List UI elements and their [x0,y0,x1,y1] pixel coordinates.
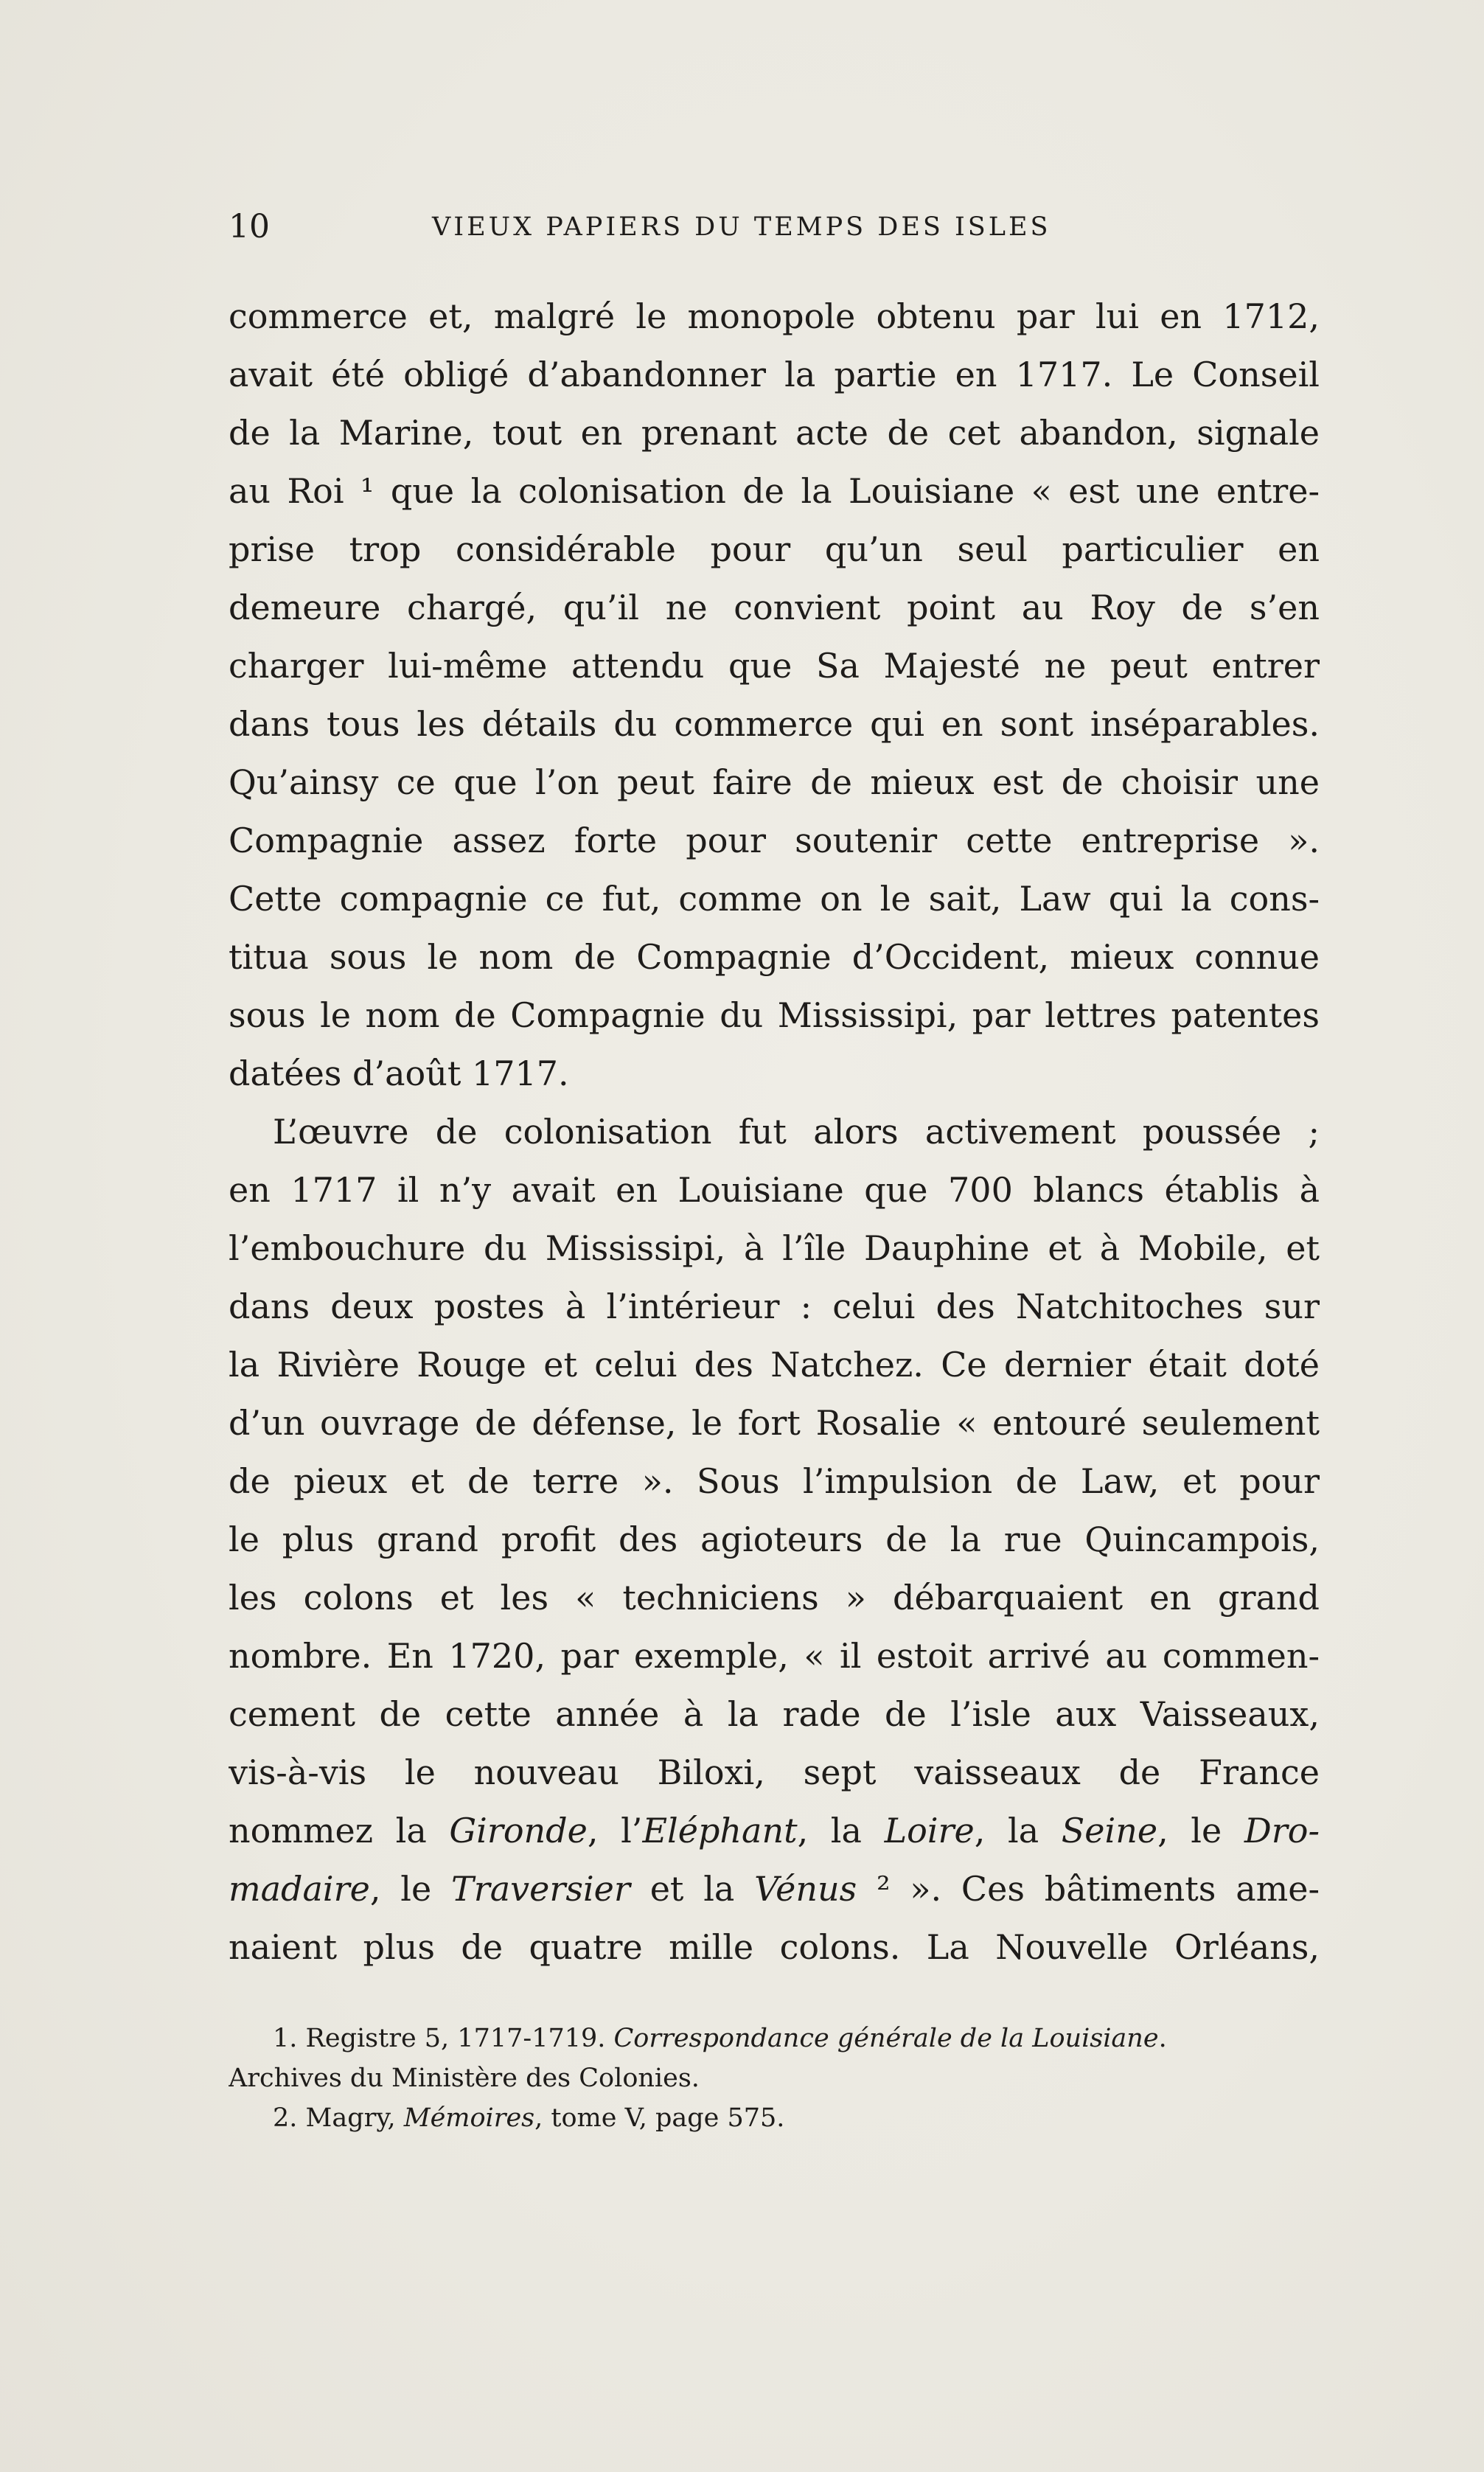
body-line: dans tous les détails du commerce qui en sont inséparables. [229,704,1320,744]
text-run: , l’ [587,1811,643,1850]
ship-name-seine: Seine [1061,1811,1158,1850]
footnote-1 [229,2019,1320,2058]
ship-name-gironde: Gironde [449,1811,588,1850]
page-number: 10 [229,208,270,246]
body-line: dans deux postes à l’intérieur : celui des Natchitoches sur [229,1287,1320,1326]
text-run: , la [797,1811,885,1850]
text-run: , la [974,1811,1062,1850]
body-line: charger lui-même attendu que Sa Majesté ne peut entrer [229,646,1320,686]
body-line: commerce et, malgré le monopole obtenu par lui en 1712, [229,296,1320,336]
text-run: nommez la [229,1811,450,1850]
text-run: , tome V, page 575. [534,2103,785,2133]
body-line: avait été obligé d’abandonner la partie en 1717. Le Conseil [229,355,1320,394]
body-line: Cette compagnie ce fut, comme on le sait, Law qui la cons- [229,879,1320,919]
text-run: et la [630,1869,755,1909]
body-line: Qu’ainsy ce que l’on peut faire de mieux est de choisir une [229,762,1320,802]
body-line: les colons et les « techniciens » débarquaient en grand [229,1578,1320,1618]
body-line: l’embouchure du Mississipi, à l’île Dauphine et à Mobile, et [229,1228,1320,1268]
body-line: nombre. En 1720, par exemple, « il estoit arrivé au commen- [229,1636,1320,1676]
body-line: L’œuvre de colonisation fut alors activement poussée ; [273,1112,1320,1152]
footnote-title: Mémoires [403,2103,535,2133]
body-line: au Roi ¹ que la colonisation de la Louisiane « est une entre- [229,471,1320,511]
body-line-ships [229,1860,1320,1918]
ship-name-venus: Vénus [754,1869,857,1909]
ship-name-dromadaire-part2: madaire [229,1869,370,1909]
ship-name-traversier: Traversier [451,1869,630,1909]
text-run: ² ». Ces bâtiments ame- [857,1869,1320,1909]
body-line: d’un ouvrage de défense, le fort Rosalie « entouré seulement [229,1403,1320,1443]
ship-name-elephant: Eléphant [642,1811,798,1850]
footnote-2 [229,2098,1320,2138]
body-line: la Rivière Rouge et celui des Natchez. Ce dernier était doté [229,1345,1320,1385]
running-title: VIEUX PAPIERS DU TEMPS DES ISLES [432,212,1051,242]
body-line: en 1717 il n’y avait en Louisiane que 700 blancs établis à [229,1170,1320,1210]
body-line: titua sous le nom de Compagnie d’Occident, mieux connue [229,937,1320,977]
text-run: , le [369,1869,452,1909]
body-line: de la Marine, tout en prenant acte de cet abandon, signale [229,413,1320,453]
body-line: le plus grand profit des agioteurs de la rue Quincampois, [229,1519,1320,1559]
text-run: , le [1157,1811,1244,1850]
body-line: datées d’août 1717. [229,1054,569,1093]
body-line: de pieux et de terre ». Sous l’impulsion de Law, et pour [229,1461,1320,1501]
footnotes [229,2019,1320,2138]
body-line: naient plus de quatre mille colons. La Nouvelle Orléans, [229,1927,1320,1967]
ship-name-loire: Loire [884,1811,975,1850]
footnote-1-continued: Archives du Ministère des Colonies. [229,2064,700,2093]
body-line: prise trop considérable pour qu’un seul particulier en [229,529,1320,569]
body-line: Compagnie assez forte pour soutenir cette entreprise ». [229,821,1320,860]
text-run: . [1158,2024,1167,2053]
body-line: demeure chargé, qu’il ne convient point au Roy de s’en [229,588,1320,627]
body-line: sous le nom de Compagnie du Mississipi, par lettres patentes [229,995,1320,1035]
text-run: 2. Magry, [273,2103,404,2133]
text-run: 1. Registre 5, 1717-1719. [273,2024,614,2053]
body-line: vis-à-vis le nouveau Biloxi, sept vaisseaux de France [229,1752,1320,1792]
footnote-title: Correspondance générale de la Louisiane [613,2024,1159,2053]
body-text [229,288,1320,1977]
running-header [229,205,1320,249]
body-line: cement de cette année à la rade de l’isle aux Vaisseaux, [229,1694,1320,1734]
body-line-ships [229,1802,1320,1860]
ship-name-dromadaire-part1: Dro- [1244,1811,1320,1850]
